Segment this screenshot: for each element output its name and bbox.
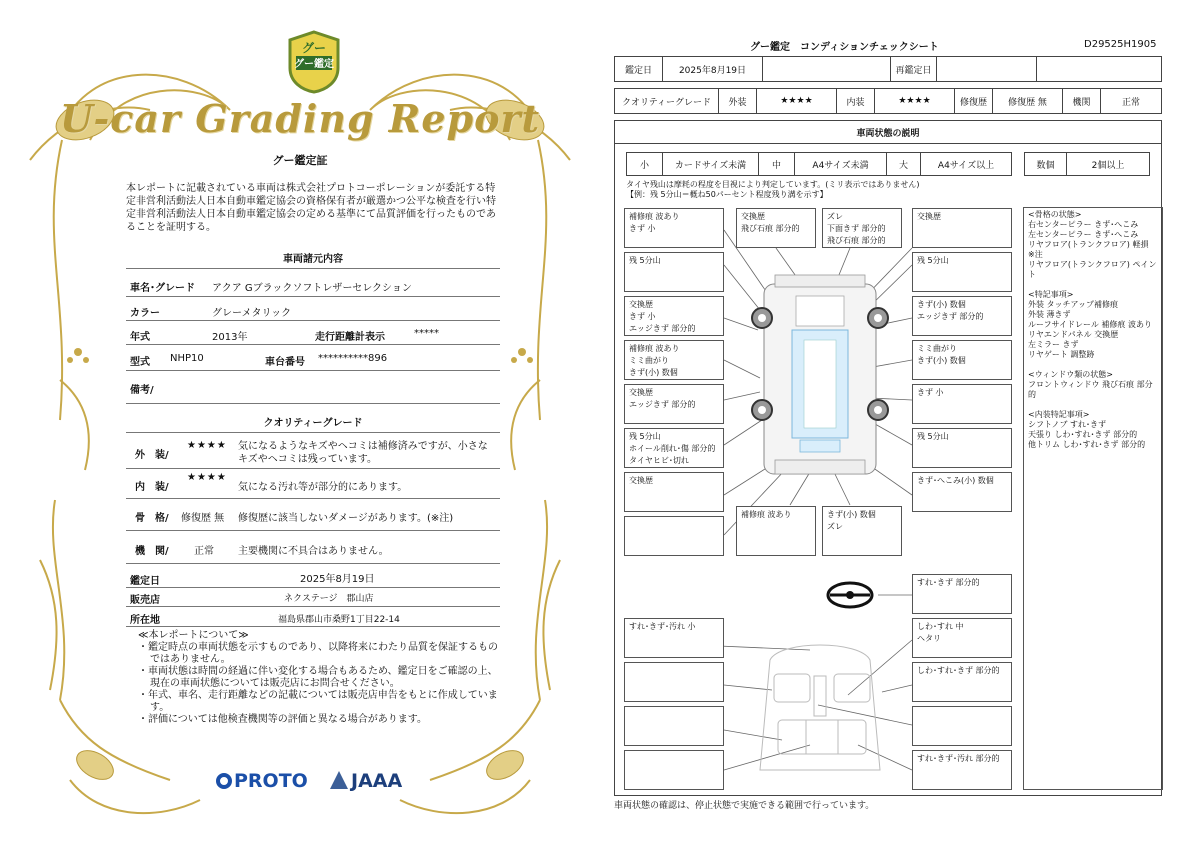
interior-box-steering: すれ･きず 部分的 [912,574,1012,614]
engine-label: 機関 [1063,89,1101,113]
model-value: NHP10 [170,353,204,364]
exterior-stars: ★★★★ [187,440,227,451]
remarks-label: 備考/ [130,385,154,396]
note-item: ・評価については他検査機関等の評価と異なる場合があります。 [138,714,427,725]
color-label: カラー [130,308,160,319]
quality-heading: クオリティーグレード [263,418,363,429]
count-label: 数個 [1025,153,1067,175]
date-value: 2025年8月19日 [663,57,763,81]
damage-box-bottom-1: 補修痕 波あり [736,506,816,556]
goo-appraisal-badge-icon [286,30,342,94]
steering-wheel-icon [828,583,872,607]
interior-box-right-4: すれ･きず･汚れ 部分的 [912,750,1012,790]
address-label: 所在地 [130,615,160,626]
engine-label: 機 関/ [135,546,169,557]
divider [126,606,500,607]
svg-text:グー鑑定: グー鑑定 [294,59,334,70]
exterior-label: 外 装/ [135,450,169,461]
dealer-value: ネクステージ 郡山店 [284,594,374,604]
engine-value: 正常 [1121,97,1140,108]
count-desc: 2個以上 [1091,160,1125,171]
tire-note: タイヤ残山は摩耗の程度を目視により判定しています。(ミリ表示ではありません) [626,180,920,189]
size-mid: 中 [759,153,795,175]
damage-box-left-5: 交換歴 エッジきず 部分的 [624,384,724,424]
damage-box-left-2: 残 5分山 [624,252,724,292]
damage-box-right-7: きず･へこみ(小) 数個 [912,472,1012,512]
condition-check-sheet [600,0,1200,848]
car-interior-icon [760,645,880,770]
quality-label: クオリティーグレード [615,89,719,113]
proto-mark-icon [216,773,232,789]
divider [126,403,500,404]
appraisal-date-value: 2025年8月19日 [300,574,375,585]
year-value: 2013年 [212,332,248,343]
damage-box-left-7: 交換歴 [624,472,724,512]
divider [126,296,500,297]
divider [126,320,500,321]
size-large: 大 [887,153,921,175]
interior-label: 内 装/ [135,482,169,493]
size-small: 小 [627,153,663,175]
spec-heading: 車両諸元内容 [283,254,343,265]
damage-box-right-3: きず(小) 数個 エッジきず 部分的 [912,296,1012,336]
interior-stars: ★★★★ [875,89,955,113]
odometer-value: ***** [414,328,439,339]
divider [126,587,500,588]
date-label: 鑑定日 [615,57,663,81]
frame-comment: 修復歴に該当しないダメージがあります。(※注) [238,513,454,524]
damage-box-bottom-2: きず(小) 数個 ズレ [822,506,902,556]
report-title: U-car Grading Report [59,96,541,141]
tire-example: 【例：残 5分山＝概ね50パーセント程度残り溝を示す】 [626,190,828,199]
engine-comment: 主要機関に不具合はありません。 [238,546,389,557]
proto-logo: PROTO [216,770,308,792]
engine-value: 正常 [194,546,214,557]
damage-box-right-4: ミミ曲がり きず(小) 数個 [912,340,1012,380]
redate-label: 再鑑定日 [891,57,937,81]
repair-value: 修復歴 無 [993,89,1063,113]
interior-box-right-3 [912,706,1012,746]
damage-box-top-1: 交換歴 飛び石痕 部分的 [736,208,816,248]
repair-label: 修復歴 [955,89,993,113]
name-grade-value: アクア Gブラックソフトレザーセレクション [212,283,412,294]
exterior-stars: ★★★★ [757,89,837,113]
interior-box-left-4 [624,750,724,790]
interior-stars: ★★★★ [187,472,227,483]
odometer-label: 走行距離計表示 [315,332,385,343]
address-value: 福島県郡山市桑野1丁目22-14 [278,615,400,625]
damage-box-right-6: 残 5分山 [912,428,1012,468]
damage-box-left-6: 残 5分山 ホイール削れ･傷 部分的 タイヤヒビ･切れ [624,428,724,468]
interior-box-right-2: しわ･すれ･きず 部分的 [912,662,1012,702]
damage-box-right-5: きず 小 [912,384,1012,424]
interior-box-left-3 [624,706,724,746]
name-grade-label: 車名･グレード [130,283,195,294]
exterior-comment: 気になるようなキズやヘコミは補修済みですが、小さなキズやヘコミは残っています。 [238,441,488,465]
damage-box-left-8 [624,516,724,556]
chassis-value: **********896 [318,353,388,364]
report-notes [138,630,498,726]
model-label: 型式 [130,357,150,368]
notes-heading: ≪本レポートについて≫ [138,630,249,641]
divider [126,370,500,371]
divider [126,268,500,269]
size-small-desc: カードサイズ未満 [663,153,759,175]
interior-box-left-1: すれ･きず･汚れ 小 [624,618,724,658]
svg-text:グー: グー [301,41,327,55]
interior-comment: 気になる汚れ等が部分的にあります。 [238,482,408,493]
interior-box-left-2 [624,662,724,702]
divider [126,530,500,531]
size-mid-desc: A4サイズ未満 [795,153,887,175]
damage-box-left-4: 補修痕 波あり ミミ曲がり きず(小) 数個 [624,340,724,380]
damage-box-left-1: 補修痕 波あり きず 小 [624,208,724,248]
car-topview-icon [752,275,888,474]
condition-heading: 車両状態の説明 [614,120,1162,144]
certificate-intro: 本レポートに記載されている車両は株式会社プロトコーポレーションが委託する特定非営利活動法人日本自動車鑑定協会の資格保有者が厳選かつ公平な検査を行い特定非営利活動法人日本自動車鑑定協会の定める基準にて品質評価を行ったものであることを証明する。 [126,183,496,233]
divider [126,498,500,499]
damage-box-left-3: 交換歴 きず 小 エッジきず 部分的 [624,296,724,336]
jaaa-logo: JAAA [330,770,402,792]
chassis-label: 車台番号 [265,357,305,368]
divider [126,563,500,564]
damage-box-top-2: ズレ 下面きず 部分的 飛び石痕 部分的 [822,208,902,248]
appraisal-date-label: 鑑定日 [130,576,160,587]
note-item: ・鑑定時点の車両状態を示すものであり、以降将来にわたり品質を保証するものではありません。 [138,642,498,665]
divider [126,432,500,433]
size-large-desc: A4サイズ以上 [937,160,995,171]
dealer-label: 販売店 [130,595,160,606]
divider [126,344,500,345]
damage-box-right-2: 残 5分山 [912,252,1012,292]
color-value: グレーメタリック [212,308,292,319]
divider [126,626,500,627]
jaaa-mark-icon [330,771,348,789]
note-item: ・車両状態は時間の経過に伴い変化する場合もあるため、鑑定日をご確認の上、現在の車両状態については販売店にお問合せください。 [138,666,498,689]
condition-details-list: <骨格の状態> 右センターピラー きず･へこみ 左センターピラー きず･へこみ リヤフロア(トランクフロア) 軽損 ※注 リヤフロア(トランクフロア) ペイント <特記事項> 外装 タッチアップ補修痕 外装 薄きず ルーフサイドレール 補修痕 波あり リヤエンドパネル 交換歴 左ミラー きず リヤゲート 調整跡 <ウィンドウ類の状態> フロントウィンドウ 飛び石痕 部分的 <内装特記事項> シフトノブ すれ･きず 天張り しわ･すれ･きず 部分的 他トリム しわ･すれ･きず 部分的 [1023,207,1163,790]
year-label: 年式 [130,332,150,343]
exterior-label: 外装 [719,89,757,113]
sheet-title: グー鑑定 コンディションチェックシート [750,42,939,53]
interior-box-right-1: しわ･すれ 中 ヘタリ [912,618,1012,658]
frame-value: 修復歴 無 [181,513,225,524]
frame-label: 骨 格/ [135,513,169,524]
damage-box-top-3: 交換歴 [912,208,1012,248]
interior-label: 内装 [837,89,875,113]
sheet-footnote: 車両状態の確認は、停止状態で実施できる範囲で行っています。 [614,801,875,811]
note-item: ・年式、車名、走行距離などの記載については販売店申告をもとに作成しています。 [138,690,498,713]
divider [126,468,500,469]
certificate-subtitle: グー鑑定証 [272,154,328,167]
document-id: D29525H1905 [1084,39,1157,50]
